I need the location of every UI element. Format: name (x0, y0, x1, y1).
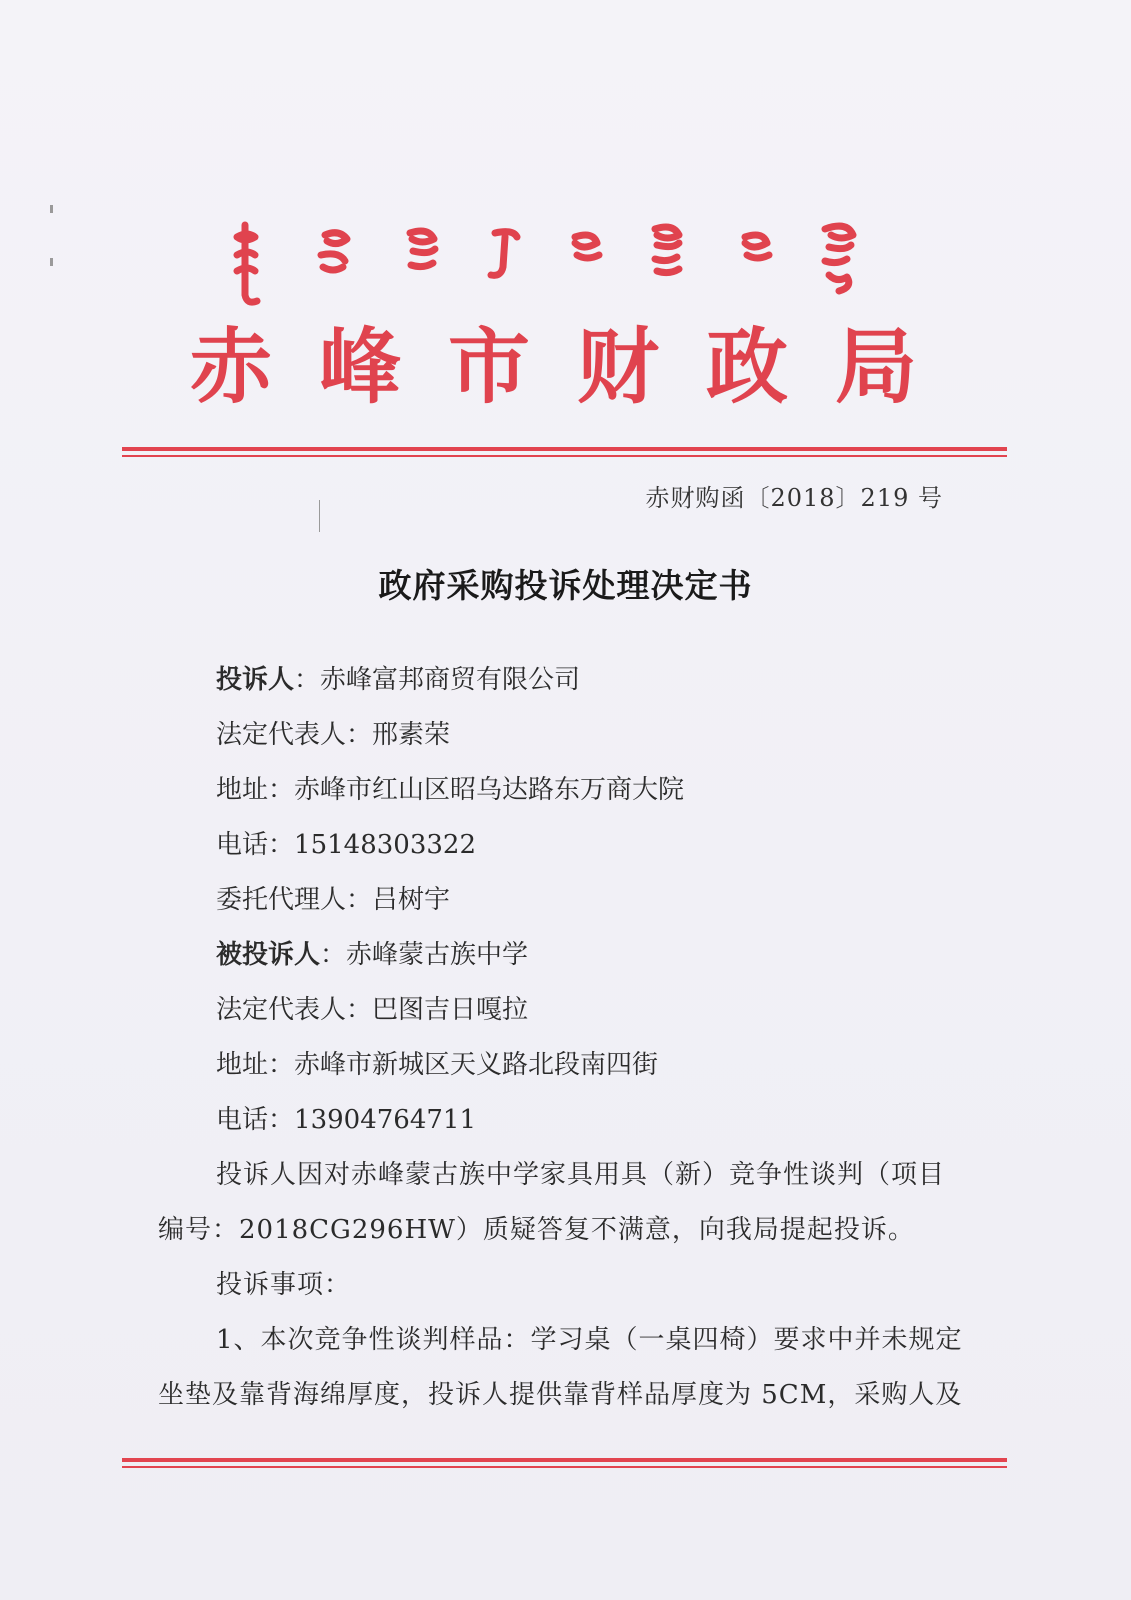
scan-margin-marks (50, 205, 53, 311)
mongolian-script-graphic (225, 215, 895, 310)
footer-rule (122, 1458, 1007, 1468)
document-title: 政府采购投诉处理决定书 (378, 566, 753, 605)
complainant-line: 投诉人：赤峰富邦商贸有限公司 (216, 665, 581, 695)
scan-mark-line (319, 500, 320, 532)
complainant-address-line: 地址：赤峰市红山区昭乌达路东万商大院 (216, 775, 685, 805)
complainant-agent: 吕树宇 (372, 885, 451, 915)
complaint-matters-heading: 投诉事项： (216, 1270, 352, 1300)
complainant-address: 赤峰市红山区昭乌达路东万商大院 (294, 775, 685, 805)
intro-paragraph-line-1: 投诉人因对赤峰蒙古族中学家具用具（新）竞争性谈判（项目 (216, 1160, 946, 1190)
complaint-item-1-line-2: 坐垫及靠背海绵厚度，投诉人提供靠背样品厚度为 5CM，采购人及 (158, 1380, 963, 1410)
intro-paragraph-line-2: 编号：2018CG296HW）质疑答复不满意，向我局提起投诉。 (158, 1215, 915, 1245)
complainant-legal-rep: 邢素荣 (372, 720, 451, 750)
respondent-address-line: 地址：赤峰市新城区天义路北段南四街 (216, 1050, 659, 1080)
complainant-label: 投诉人 (216, 665, 295, 695)
respondent-address: 赤峰市新城区天义路北段南四街 (294, 1050, 659, 1080)
complainant-legal-rep-line: 法定代表人：邢素荣 (216, 720, 451, 750)
respondent-line: 被投诉人：赤峰蒙古族中学 (216, 940, 529, 970)
complainant-phone: 15148303322 (294, 830, 476, 860)
letterhead-org-name: 赤峰市财政局 (190, 320, 965, 415)
complainant-phone-line: 电话：15148303322 (216, 830, 476, 860)
complaint-item-1-line-1: 1、本次竞争性谈判样品：学习桌（一桌四椅）要求中并未规定 (216, 1325, 963, 1355)
document-number: 赤财购函〔2018〕219 号 (645, 484, 943, 512)
complainant-agent-line: 委托代理人：吕树宇 (216, 885, 451, 915)
respondent-name: 赤峰蒙古族中学 (346, 940, 529, 970)
mongolian-script-heading (225, 215, 895, 310)
document-body (158, 660, 988, 1430)
respondent-legal-rep-line: 法定代表人：巴图吉日嘎拉 (216, 995, 529, 1025)
respondent-label: 被投诉人 (216, 940, 321, 970)
respondent-phone-line: 电话：13904764711 (216, 1105, 476, 1135)
respondent-legal-rep: 巴图吉日嘎拉 (372, 995, 529, 1025)
letterhead-top-rule (122, 447, 1007, 457)
complainant-name: 赤峰富邦商贸有限公司 (320, 665, 581, 695)
respondent-phone: 13904764711 (294, 1105, 476, 1135)
